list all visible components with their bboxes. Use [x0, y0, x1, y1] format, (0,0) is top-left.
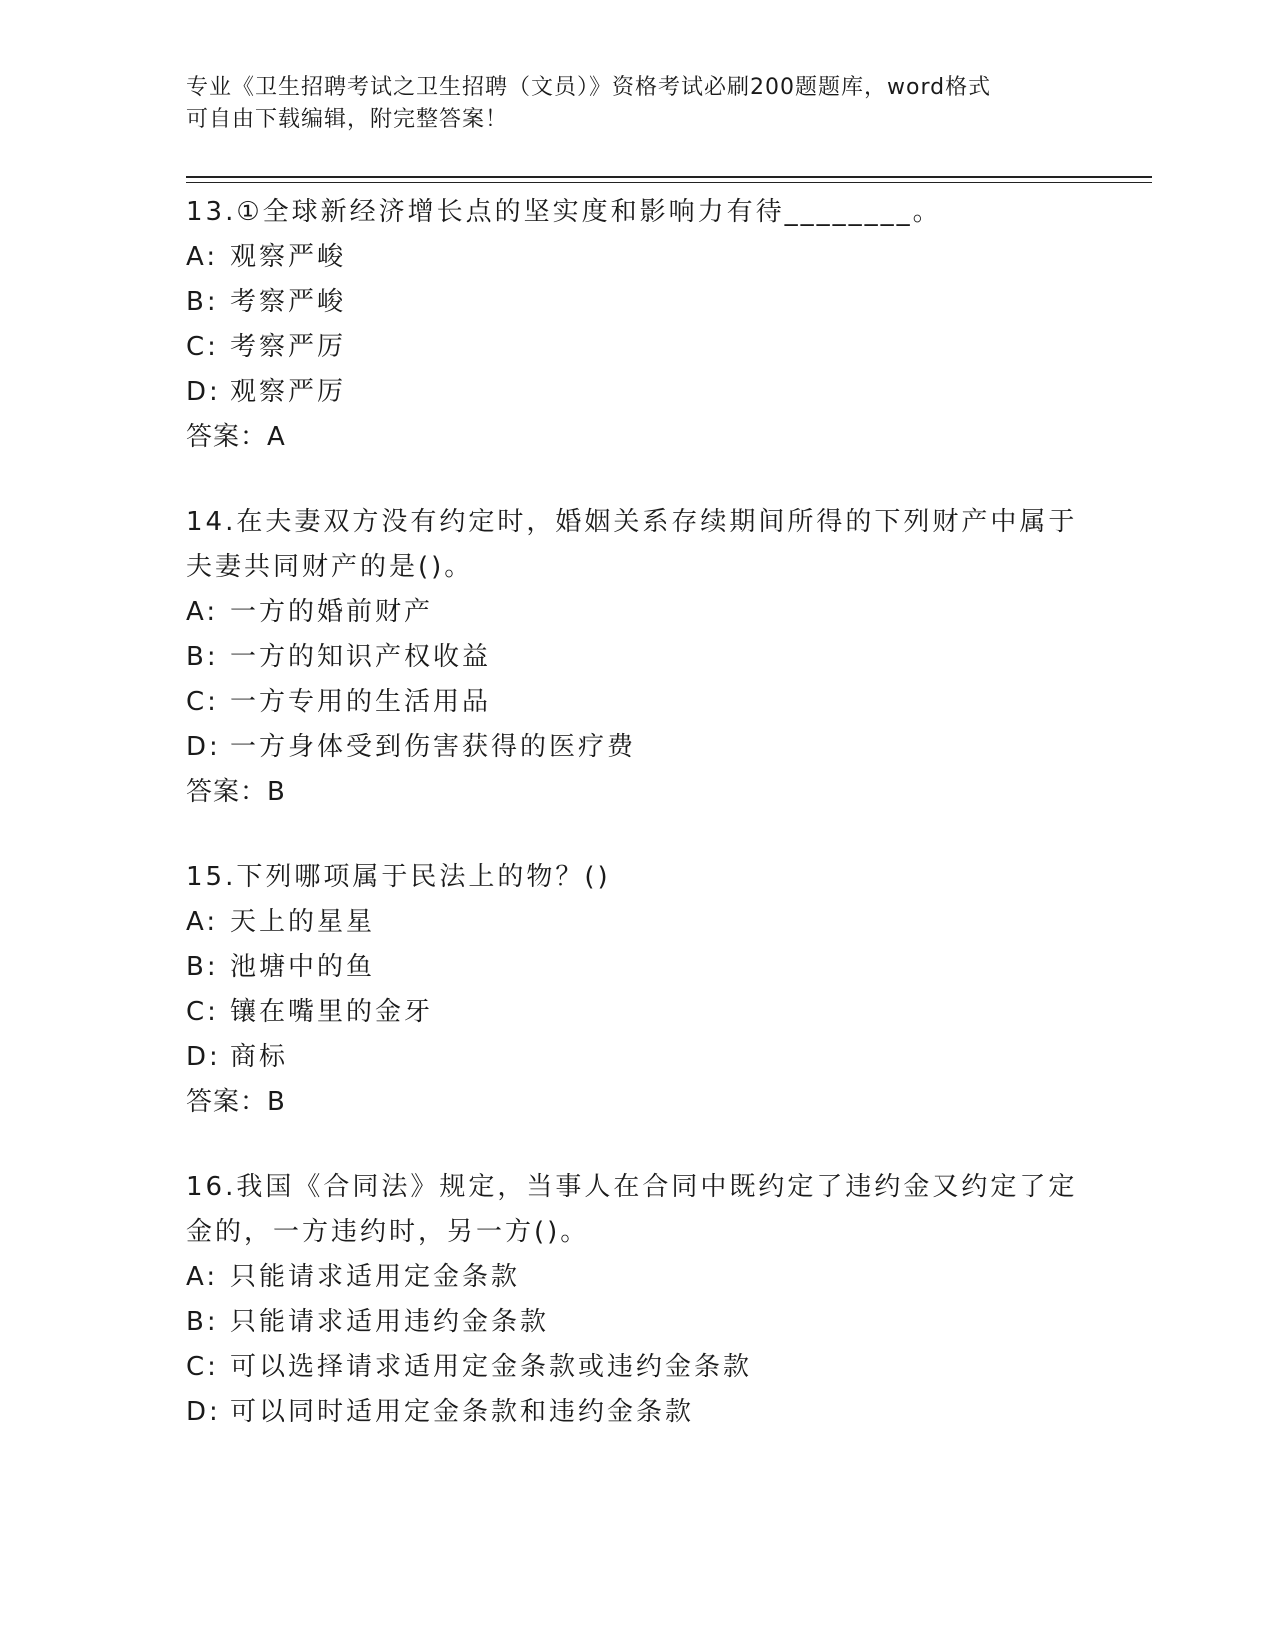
option-text: 一方的婚前财产: [230, 597, 434, 627]
option-key: D:: [186, 1397, 221, 1427]
header-divider-thick: [186, 176, 1152, 178]
option-text: 考察严厉: [230, 332, 347, 362]
option-d: [186, 725, 1086, 770]
option-key: C:: [186, 332, 219, 362]
option-key: C:: [186, 687, 219, 717]
option-c: [186, 1345, 1086, 1390]
document-header: [186, 72, 1086, 136]
option-key: D:: [186, 377, 221, 407]
option-c: [186, 325, 1086, 370]
question-15: [186, 855, 1086, 1125]
question-stem: 13.①全球新经济增长点的坚实度和影响力有待________。: [186, 197, 942, 227]
option-text: 天上的星星: [230, 907, 376, 937]
option-key: C:: [186, 997, 219, 1027]
header-divider-thin: [186, 182, 1152, 183]
option-key: A:: [186, 1262, 219, 1292]
option-b: [186, 280, 1086, 325]
question-stem: 14.在夫妻双方没有约定时，婚姻关系存续期间所得的下列财产中属于夫妻共同财产的是()。: [186, 507, 1078, 582]
option-key: B:: [186, 287, 219, 317]
option-key: A:: [186, 242, 219, 272]
option-c: [186, 990, 1086, 1035]
option-text: 一方专用的生活用品: [230, 687, 492, 717]
option-a: [186, 235, 1086, 280]
question-16: [186, 1165, 1086, 1435]
header-line-1: 专业《卫生招聘考试之卫生招聘（文员）》资格考试必刷200题题库，word格式: [186, 75, 992, 100]
option-text: 池塘中的鱼: [230, 952, 376, 982]
option-d: [186, 1035, 1086, 1080]
option-text: 只能请求适用违约金条款: [230, 1307, 550, 1337]
header-line-2: 可自由下载编辑，附完整答案！: [186, 107, 509, 132]
option-d: [186, 370, 1086, 415]
option-a: [186, 590, 1086, 635]
option-text: 一方的知识产权收益: [230, 642, 492, 672]
option-text: 可以选择请求适用定金条款或违约金条款: [230, 1352, 753, 1382]
option-d: [186, 1390, 1086, 1435]
option-text: 观察严厉: [230, 377, 347, 407]
answer-line: 答案：B: [186, 1087, 286, 1117]
question-list: [186, 190, 1086, 1475]
option-key: D:: [186, 1042, 221, 1072]
option-text: 考察严峻: [230, 287, 347, 317]
option-key: B:: [186, 642, 219, 672]
option-key: D:: [186, 732, 221, 762]
question-stem: 16.我国《合同法》规定，当事人在合同中既约定了违约金又约定了定金的，一方违约时，另一方()。: [186, 1172, 1078, 1247]
question-stem: 15.下列哪项属于民法上的物？(): [186, 862, 611, 892]
option-key: A:: [186, 907, 219, 937]
option-c: [186, 680, 1086, 725]
option-text: 只能请求适用定金条款: [230, 1262, 521, 1292]
option-text: 商标: [230, 1042, 289, 1072]
option-text: 可以同时适用定金条款和违约金条款: [230, 1397, 695, 1427]
option-key: A:: [186, 597, 219, 627]
question-14: [186, 500, 1086, 815]
option-key: C:: [186, 1352, 219, 1382]
option-key: B:: [186, 1307, 219, 1337]
option-text: 观察严峻: [230, 242, 347, 272]
option-key: B:: [186, 952, 219, 982]
option-a: [186, 1255, 1086, 1300]
option-a: [186, 900, 1086, 945]
option-b: [186, 635, 1086, 680]
option-b: [186, 945, 1086, 990]
answer-line: 答案：A: [186, 422, 286, 452]
answer-line: 答案：B: [186, 777, 286, 807]
option-b: [186, 1300, 1086, 1345]
option-text: 一方身体受到伤害获得的医疗费: [230, 732, 637, 762]
question-13: [186, 190, 1086, 460]
option-text: 镶在嘴里的金牙: [230, 997, 434, 1027]
